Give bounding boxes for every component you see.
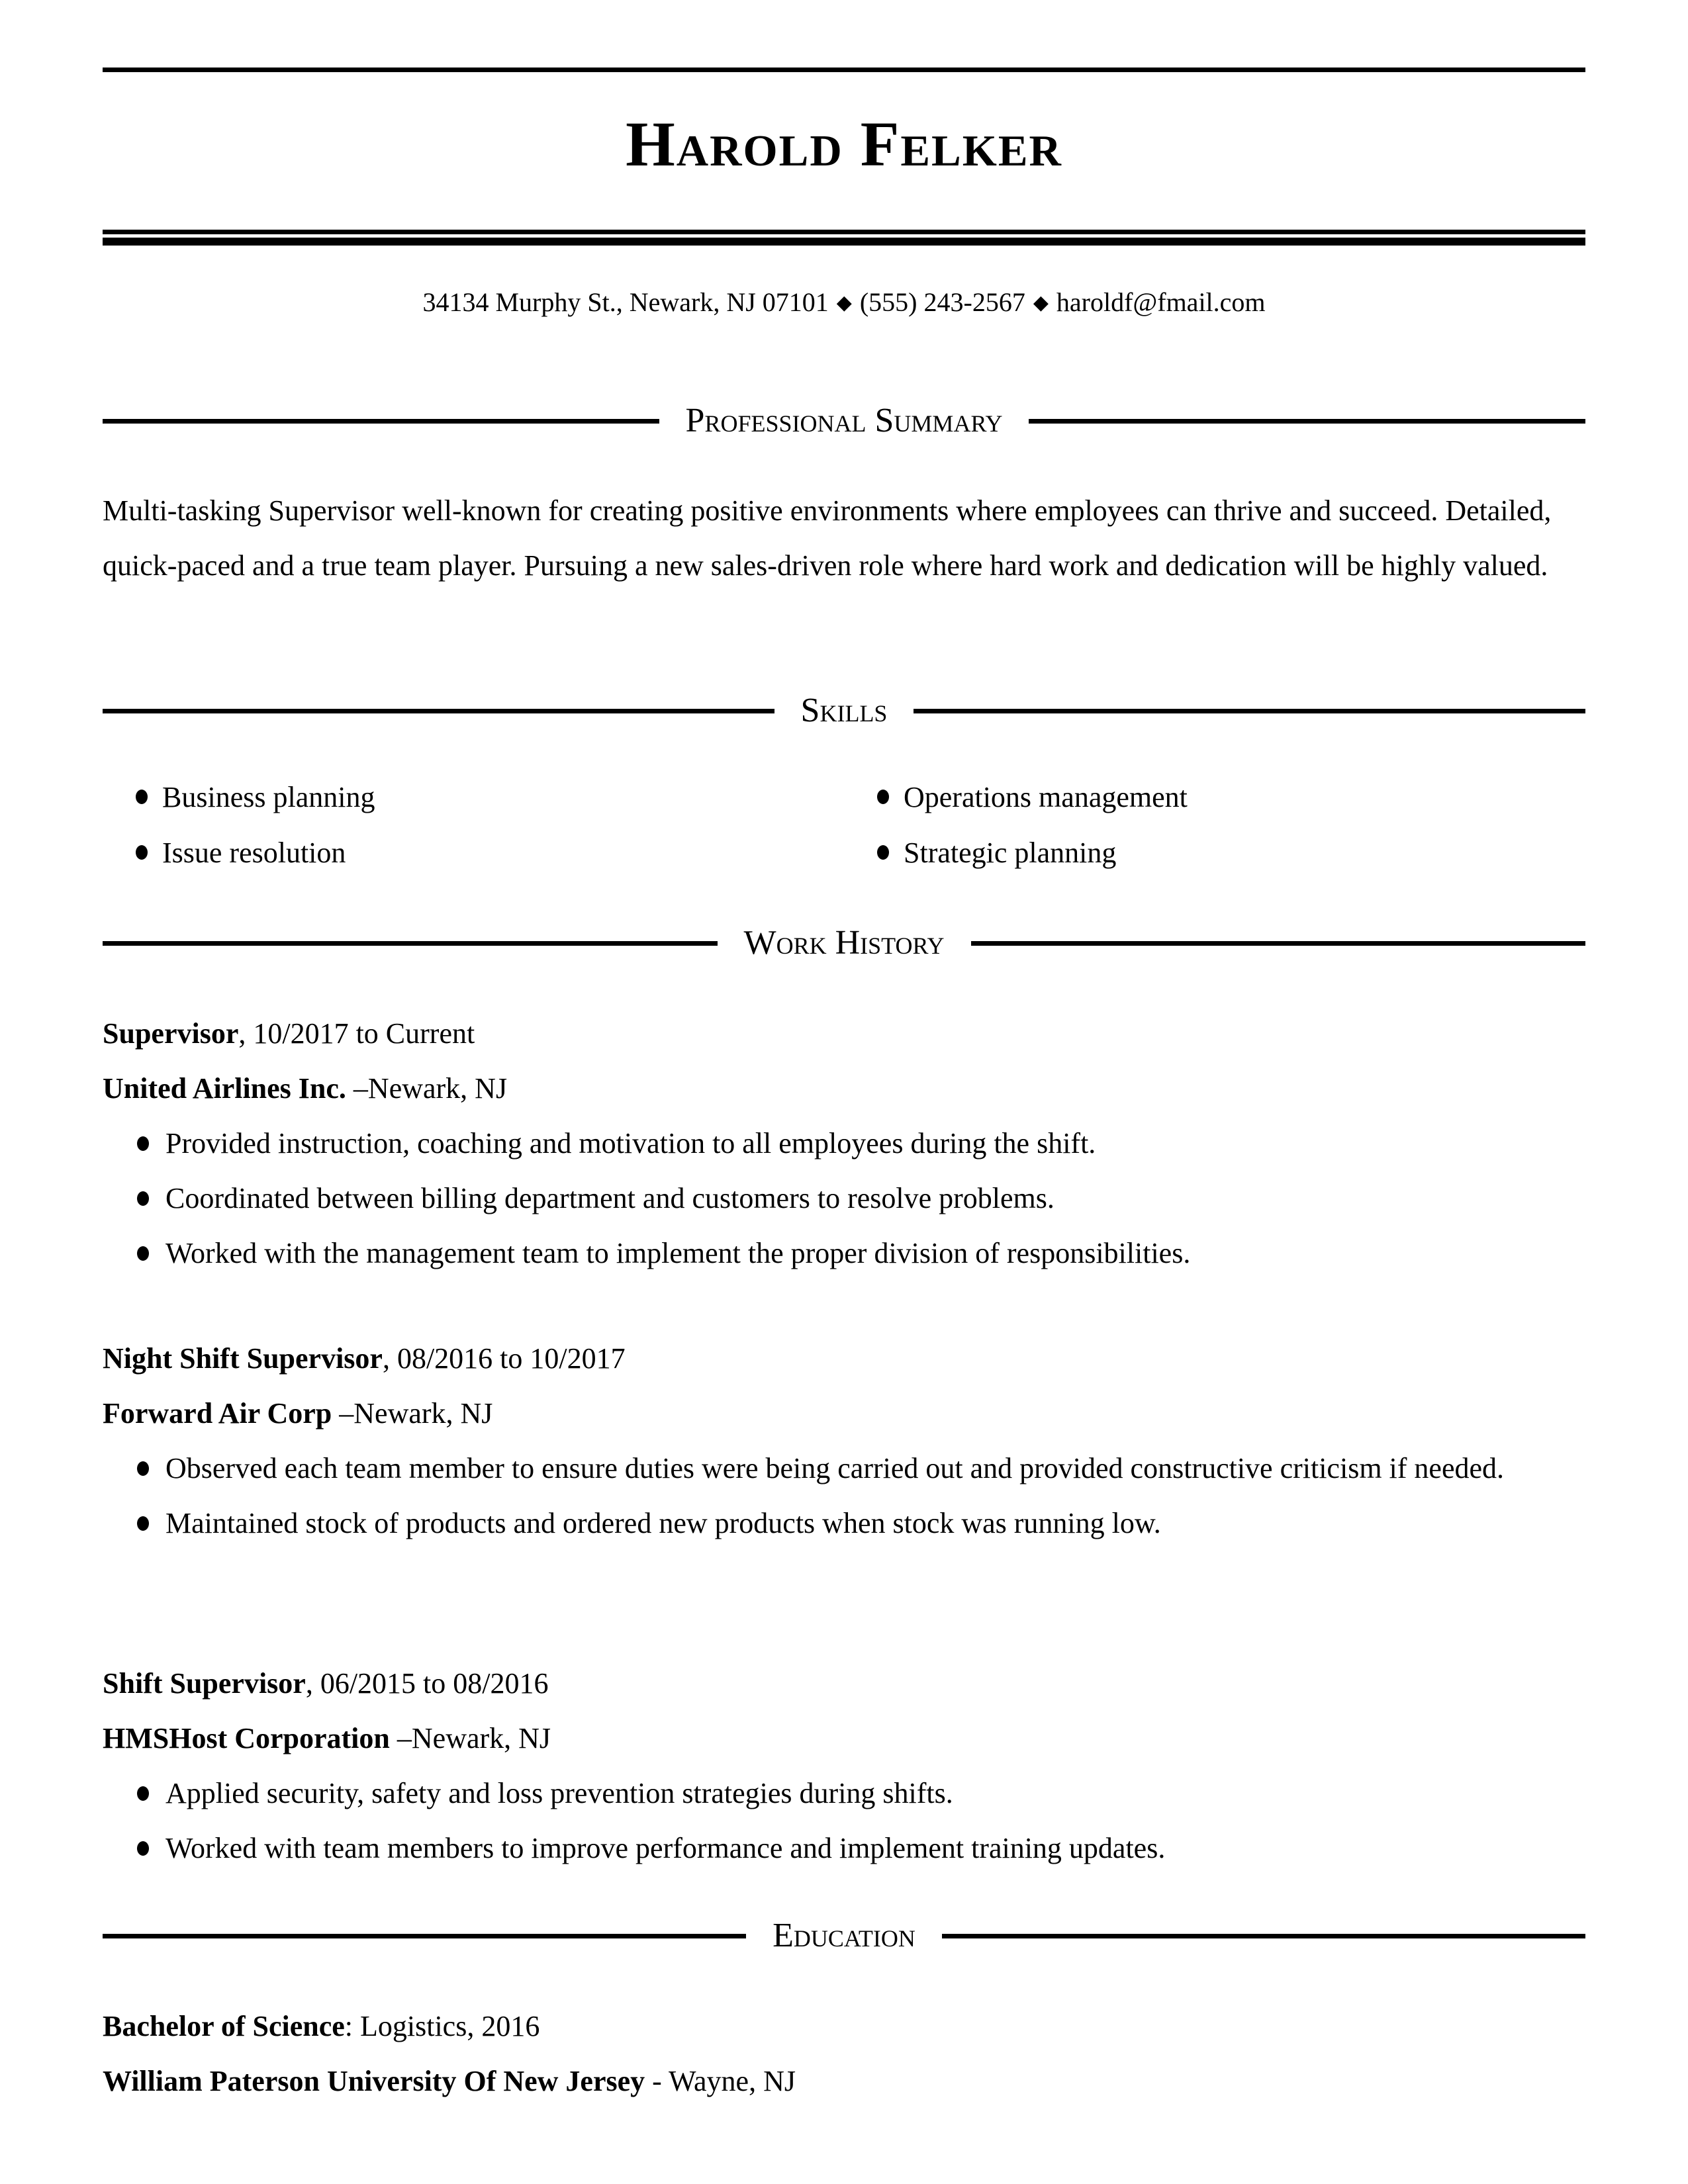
job-bullet: Worked with the management team to implement the proper division of responsibilities. — [103, 1226, 1585, 1281]
bullet-icon — [137, 1246, 149, 1261]
job-bullet: Provided instruction, coaching and motivation to all employees during the shift. — [103, 1116, 1585, 1171]
section-rule-left — [103, 709, 774, 713]
skill-item: Strategic planning — [877, 837, 1116, 870]
header-rule-thin — [103, 230, 1585, 234]
contact-line — [103, 286, 1585, 320]
job-title: Night Shift Supervisor — [103, 1342, 383, 1375]
job-bullet: Maintained stock of products and ordered new products when stock was running low. — [103, 1496, 1585, 1551]
company-location: –Newark, NJ — [346, 1072, 508, 1105]
section-header-education — [103, 1909, 1585, 1962]
school-location: - Wayne, NJ — [645, 2065, 796, 2097]
job-bullets — [103, 1441, 1585, 1551]
diamond-separator-icon: ◆ — [836, 292, 852, 314]
section-title: Skills — [800, 692, 888, 729]
job-bullets — [103, 1116, 1585, 1281]
section-title: Professional Summary — [685, 402, 1003, 439]
job-company-line — [103, 1386, 1585, 1441]
contact-phone: (555) 243-2567 — [859, 287, 1025, 317]
job-company-line — [103, 1711, 1585, 1766]
job-bullets — [103, 1766, 1585, 1876]
bullet-icon — [137, 1841, 149, 1856]
school-name: William Paterson University Of New Jersey — [103, 2065, 645, 2097]
job-title: Supervisor — [103, 1017, 239, 1050]
job-bullet: Coordinated between billing department and customers to resolve problems. — [103, 1171, 1585, 1226]
education-entry — [103, 1999, 1585, 2109]
job-entry — [103, 1656, 1585, 1876]
job-entry — [103, 1331, 1585, 1551]
company-name: United Airlines Inc. — [103, 1072, 346, 1105]
section-rule-left — [103, 419, 659, 424]
skill-item: Business planning — [136, 781, 375, 814]
header-rule-thick — [103, 238, 1585, 246]
skill-item: Operations management — [877, 781, 1188, 814]
job-title-line — [103, 1006, 1585, 1061]
section-rule-right — [914, 709, 1585, 713]
bullet-icon — [137, 1461, 149, 1476]
job-bullet: Worked with team members to improve performance and implement training updates. — [103, 1821, 1585, 1876]
section-header-work-history — [103, 917, 1585, 970]
company-name: HMSHost Corporation — [103, 1722, 390, 1754]
bullet-icon — [136, 845, 148, 860]
company-name: Forward Air Corp — [103, 1397, 332, 1430]
job-dates: , 06/2015 to 08/2016 — [305, 1667, 549, 1700]
contact-address: 34134 Murphy St., Newark, NJ 07101 — [422, 287, 829, 317]
bullet-icon — [877, 845, 889, 860]
degree-name: Bachelor of Science — [103, 2010, 345, 2042]
job-title: Shift Supervisor — [103, 1667, 306, 1700]
bullet-icon — [137, 1136, 149, 1151]
bullet-icon — [137, 1786, 149, 1801]
job-dates: , 08/2016 to 10/2017 — [382, 1342, 626, 1375]
degree-field: : Logistics, 2016 — [344, 2010, 540, 2042]
job-bullet: Observed each team member to ensure duties were being carried out and provided constructive criticism if needed. — [103, 1441, 1585, 1496]
contact-email: haroldf@fmail.com — [1056, 287, 1266, 317]
top-rule — [103, 68, 1585, 72]
diamond-separator-icon: ◆ — [1033, 292, 1049, 314]
company-location: –Newark, NJ — [332, 1397, 493, 1430]
bullet-icon — [137, 1516, 149, 1531]
section-rule-right — [1029, 419, 1585, 424]
bullet-icon — [136, 790, 148, 804]
summary-text: Multi-tasking Supervisor well-known for creating positive environments where employees can thrive and succeed. Detailed, quick-paced and a true team player. Pursuing a new sales-driven role where hard work and dedication will be highly valued. — [103, 494, 1552, 582]
job-company-line — [103, 1061, 1585, 1116]
school-line — [103, 2054, 1585, 2109]
job-title-line — [103, 1656, 1585, 1711]
job-dates: , 10/2017 to Current — [238, 1017, 475, 1050]
section-header-summary — [103, 394, 1585, 447]
section-title: Work History — [743, 924, 945, 962]
section-title: Education — [773, 1917, 915, 1954]
bullet-icon — [137, 1191, 149, 1206]
bullet-icon — [877, 790, 889, 804]
skill-item: Issue resolution — [136, 837, 346, 870]
job-entry — [103, 1006, 1585, 1281]
section-rule-right — [971, 941, 1586, 946]
section-header-skills — [103, 684, 1585, 737]
job-title-line — [103, 1331, 1585, 1386]
company-location: –Newark, NJ — [389, 1722, 551, 1754]
section-rule-right — [942, 1934, 1585, 1938]
job-bullet: Applied security, safety and loss prevention strategies during shifts. — [103, 1766, 1585, 1821]
degree-line — [103, 1999, 1585, 2054]
section-rule-left — [103, 1934, 746, 1938]
candidate-name: Harold Felker — [626, 109, 1062, 179]
section-rule-left — [103, 941, 718, 946]
